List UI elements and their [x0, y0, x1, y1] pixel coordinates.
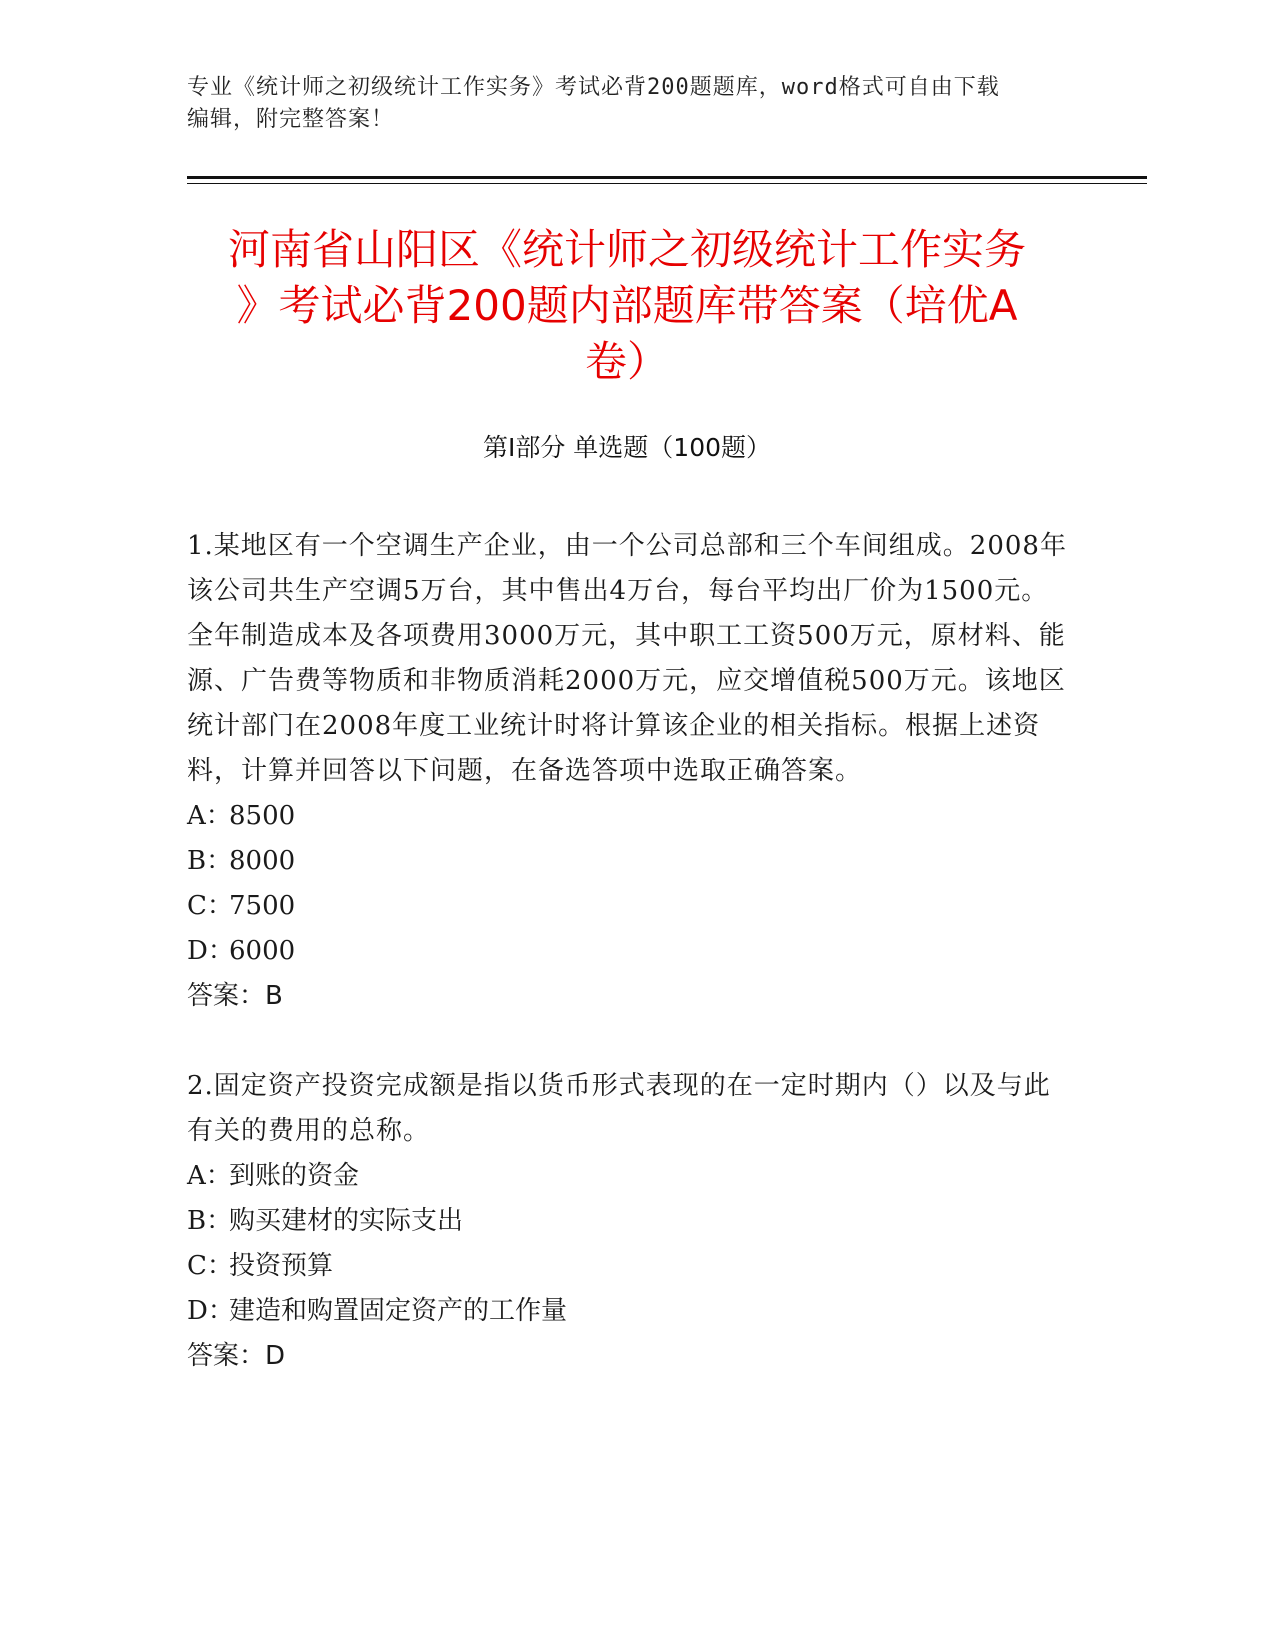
option-label: B：	[187, 1206, 233, 1236]
option-text: 7500	[229, 891, 296, 921]
header-note-line1: 专业《统计师之初级统计工作实务》考试必背200题题库，word格式可自由下载	[187, 75, 1000, 100]
option-label: D：	[187, 936, 234, 966]
header-note	[187, 72, 1087, 136]
option-a	[187, 794, 1067, 839]
option-text: 投资预算	[229, 1251, 334, 1281]
option-d	[187, 929, 1067, 974]
option-label: C：	[187, 891, 233, 921]
option-text: 建造和购置固定资产的工作量	[229, 1296, 568, 1326]
question-text: 1.某地区有一个空调生产企业，由一个公司总部和三个车间组成。2008年该公司共生产空调5万台，其中售出4万台，每台平均出厂价为1500元。全年制造成本及各项费用3000万元，其中职工工资500万元，原材料、能源、广告费等物质和非物质消耗2000万元，应交增值税500万元。该地区统计部门在2008年度工业统计时将计算该企业的相关指标。根据上述资料，计算并回答以下问题，在备选答项中选取正确答案。	[187, 531, 1067, 786]
question-gap	[187, 1019, 1067, 1064]
option-d	[187, 1289, 1067, 1334]
answer: 答案：B	[187, 981, 283, 1011]
option-text: 8000	[229, 846, 296, 876]
title-line3: 卷）	[584, 337, 669, 386]
question-text: 2.固定资产投资完成额是指以货币形式表现的在一定时期内（）以及与此有关的费用的总称。	[187, 1071, 1051, 1146]
option-b	[187, 1199, 1067, 1244]
question-2	[187, 1064, 1067, 1379]
option-text: 8500	[229, 801, 296, 831]
header-rule-thin	[187, 183, 1147, 184]
question-1	[187, 524, 1067, 1019]
option-b	[187, 839, 1067, 884]
question-list	[187, 524, 1067, 1379]
document-title	[187, 222, 1067, 390]
header-rule-thick	[187, 176, 1147, 179]
answer: 答案：D	[187, 1341, 286, 1371]
option-text: 购买建材的实际支出	[229, 1206, 464, 1236]
option-a	[187, 1154, 1067, 1199]
title-line2: 》考试必背200题内部题库带答案（培优A	[236, 281, 1018, 330]
option-text: 到账的资金	[229, 1161, 360, 1191]
option-label: D：	[187, 1296, 234, 1326]
header-note-line2: 编辑，附完整答案！	[187, 107, 395, 132]
option-label: B：	[187, 846, 233, 876]
option-label: C：	[187, 1251, 233, 1281]
option-label: A：	[187, 801, 232, 831]
option-c	[187, 1244, 1067, 1289]
option-label: A：	[187, 1161, 232, 1191]
title-line1: 河南省山阳区《统计师之初级统计工作实务	[227, 225, 1026, 274]
section-heading: 第Ⅰ部分 单选题（100题）	[482, 433, 772, 462]
option-text: 6000	[229, 936, 296, 966]
option-c	[187, 884, 1067, 929]
